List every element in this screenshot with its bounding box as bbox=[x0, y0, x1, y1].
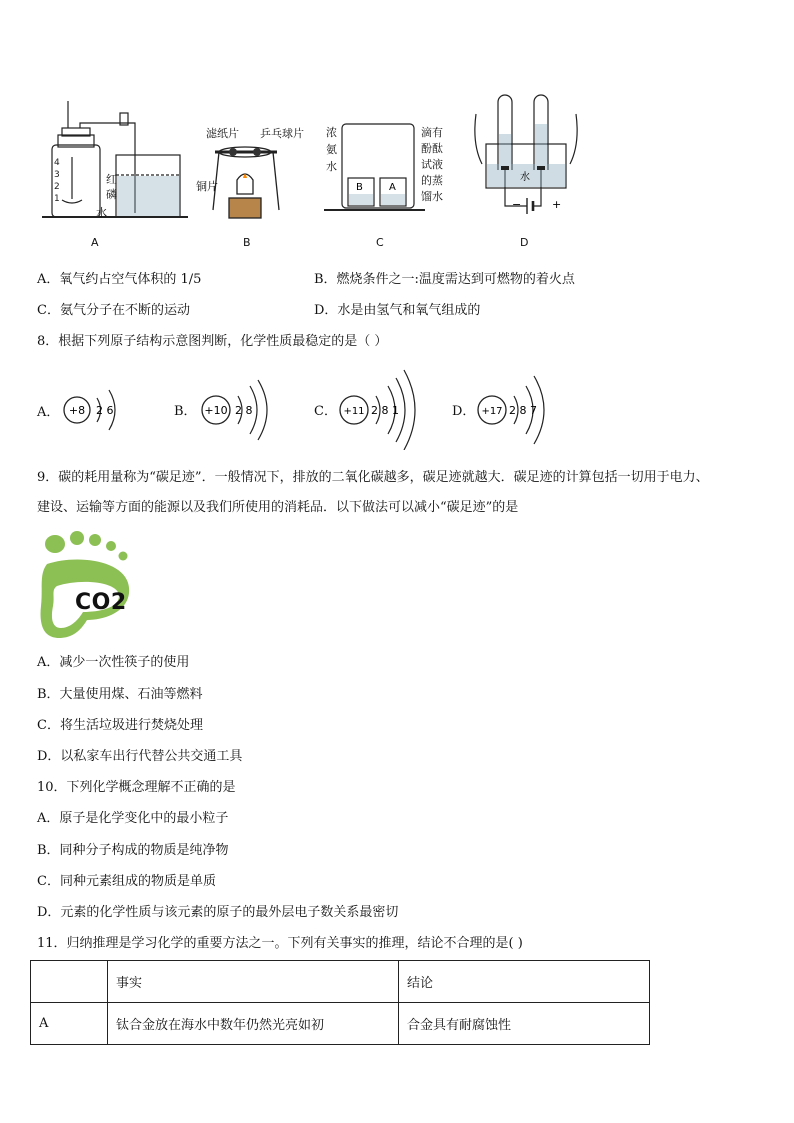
q9-option-b: B．大量使用煤、石油等燃料 bbox=[37, 687, 203, 702]
scale-3: 3 bbox=[54, 170, 60, 180]
atom-d-electrons: 2 8 7 bbox=[509, 404, 537, 417]
figure-c-right-3: 试液 bbox=[421, 158, 443, 171]
q10-option-b: B．同种分子构成的物质是纯净物 bbox=[37, 843, 229, 858]
atom-b-electrons: 2 8 bbox=[235, 404, 253, 417]
table-row-option: A bbox=[31, 1003, 108, 1045]
q10-stem: 10．下列化学概念理解不正确的是 bbox=[37, 780, 236, 795]
figure-label-b: B bbox=[243, 236, 251, 249]
figure-a-red-phosphorus-apparatus bbox=[40, 95, 190, 230]
figure-label-c: C bbox=[376, 236, 384, 249]
scale-1: 1 bbox=[54, 194, 60, 204]
experiment-figures bbox=[0, 0, 794, 260]
carbon-footprint-logo bbox=[37, 530, 137, 642]
figure-label-d: D bbox=[520, 236, 529, 249]
figure-c-label-water: 水 bbox=[326, 160, 337, 173]
figure-label-a: A bbox=[91, 236, 99, 249]
co2-logo-text: CO2 bbox=[75, 590, 127, 615]
atom-diagram-b bbox=[174, 374, 294, 444]
atom-c-label: C． bbox=[314, 404, 337, 419]
atom-a-electrons: 2 6 bbox=[96, 404, 114, 417]
figure-c-right-5: 馏水 bbox=[421, 190, 443, 203]
q9-stem-line2: 建设、运输等方面的能源以及我们所使用的消耗品．以下做法可以减小“碳足迹”的是 bbox=[37, 500, 519, 515]
q10-option-c: C．同种元素组成的物质是单质 bbox=[37, 874, 216, 889]
figure-a-label-water: 水 bbox=[96, 206, 107, 219]
figure-a-label-red: 红 bbox=[106, 173, 117, 186]
scale-2: 2 bbox=[54, 182, 60, 192]
figure-c-right-1: 滴有 bbox=[421, 126, 443, 139]
atom-c-nucleus: +11 bbox=[343, 406, 365, 417]
figure-b-label-filter-paper: 滤纸片 bbox=[206, 127, 239, 140]
atom-diagram-c bbox=[314, 366, 434, 450]
figure-b-combustion-apparatus bbox=[205, 140, 315, 230]
table-row-fact: 钛合金放在海水中数年仍然光亮如初 bbox=[108, 1003, 399, 1045]
scale-4: 4 bbox=[54, 158, 60, 168]
figure-d-water-label: 水 bbox=[520, 172, 530, 183]
figure-c-right-2: 酚酞 bbox=[421, 142, 443, 155]
atom-d-label: D． bbox=[452, 404, 476, 419]
q10-option-a: A．原子是化学变化中的最小粒子 bbox=[37, 811, 229, 826]
q11-facts-table bbox=[30, 960, 650, 1045]
q10-option-d: D．元素的化学性质与该元素的原子的最外层电子数关系最密切 bbox=[37, 905, 399, 920]
atom-b-label: B． bbox=[174, 404, 197, 419]
table-header-row bbox=[31, 961, 650, 1003]
footprint-icon bbox=[37, 530, 137, 642]
atom-diagram-a bbox=[37, 380, 157, 440]
figure-d-electrolysis bbox=[472, 94, 582, 220]
q8-stem: 8．根据下列原子结构示意图判断，化学性质最稳定的是（ ） bbox=[37, 334, 388, 349]
atom-diagram-d bbox=[452, 366, 572, 450]
q9-option-d: D．以私家车出行代替公共交通工具 bbox=[37, 749, 243, 764]
table-header-cell bbox=[31, 961, 108, 1003]
q7-option-b: B．燃烧条件之一:温度需达到可燃物的着火点 bbox=[314, 272, 575, 287]
atom-a-label: A． bbox=[37, 405, 60, 420]
figure-a-label-phosphorus: 磷 bbox=[106, 188, 117, 201]
q9-stem-line1: 9．碳的耗用量称为“碳足迹”．一般情况下，排放的二氧化碳越多，碳足迹就越大．碳足迹的计算包括一切用于电力、 bbox=[37, 470, 709, 485]
q9-option-c: C．将生活垃圾进行焚烧处理 bbox=[37, 718, 203, 733]
table-row bbox=[31, 1003, 650, 1045]
figure-c-label-concentrated: 浓 bbox=[326, 126, 337, 139]
atom-b-nucleus: +10 bbox=[204, 404, 228, 417]
q7-option-c: C．氨气分子在不断的运动 bbox=[37, 303, 190, 318]
atom-a-nucleus: +8 bbox=[68, 404, 86, 417]
beaker-a-label: A bbox=[389, 182, 396, 193]
figure-b-label-copper: 铜片 bbox=[196, 180, 218, 193]
atom-c-electrons: 2 8 1 bbox=[371, 404, 399, 417]
figure-d-plus: + bbox=[552, 198, 562, 211]
table-header-fact: 事实 bbox=[108, 961, 399, 1003]
q9-option-a: A．减少一次性筷子的使用 bbox=[37, 655, 190, 670]
beaker-b-label: B bbox=[356, 182, 363, 193]
figure-c-ammonia-diffusion bbox=[322, 120, 427, 220]
q11-stem: 11．归纳推理是学习化学的重要方法之一。下列有关事实的推理，结论不合理的是( ) bbox=[37, 936, 523, 951]
q7-option-d: D．水是由氢气和氧气组成的 bbox=[314, 303, 481, 318]
figure-c-label-ammonia: 氨 bbox=[326, 143, 337, 156]
q7-option-a: A．氧气约占空气体积的 1/5 bbox=[37, 272, 202, 287]
figure-c-right-4: 的蒸 bbox=[421, 174, 443, 187]
figure-d-minus: − bbox=[512, 198, 522, 211]
table-row-conclusion: 合金具有耐腐蚀性 bbox=[399, 1003, 650, 1045]
table-header-conclusion: 结论 bbox=[399, 961, 650, 1003]
figure-b-label-pingpong: 乒乓球片 bbox=[260, 127, 304, 140]
atom-d-nucleus: +17 bbox=[481, 406, 503, 417]
